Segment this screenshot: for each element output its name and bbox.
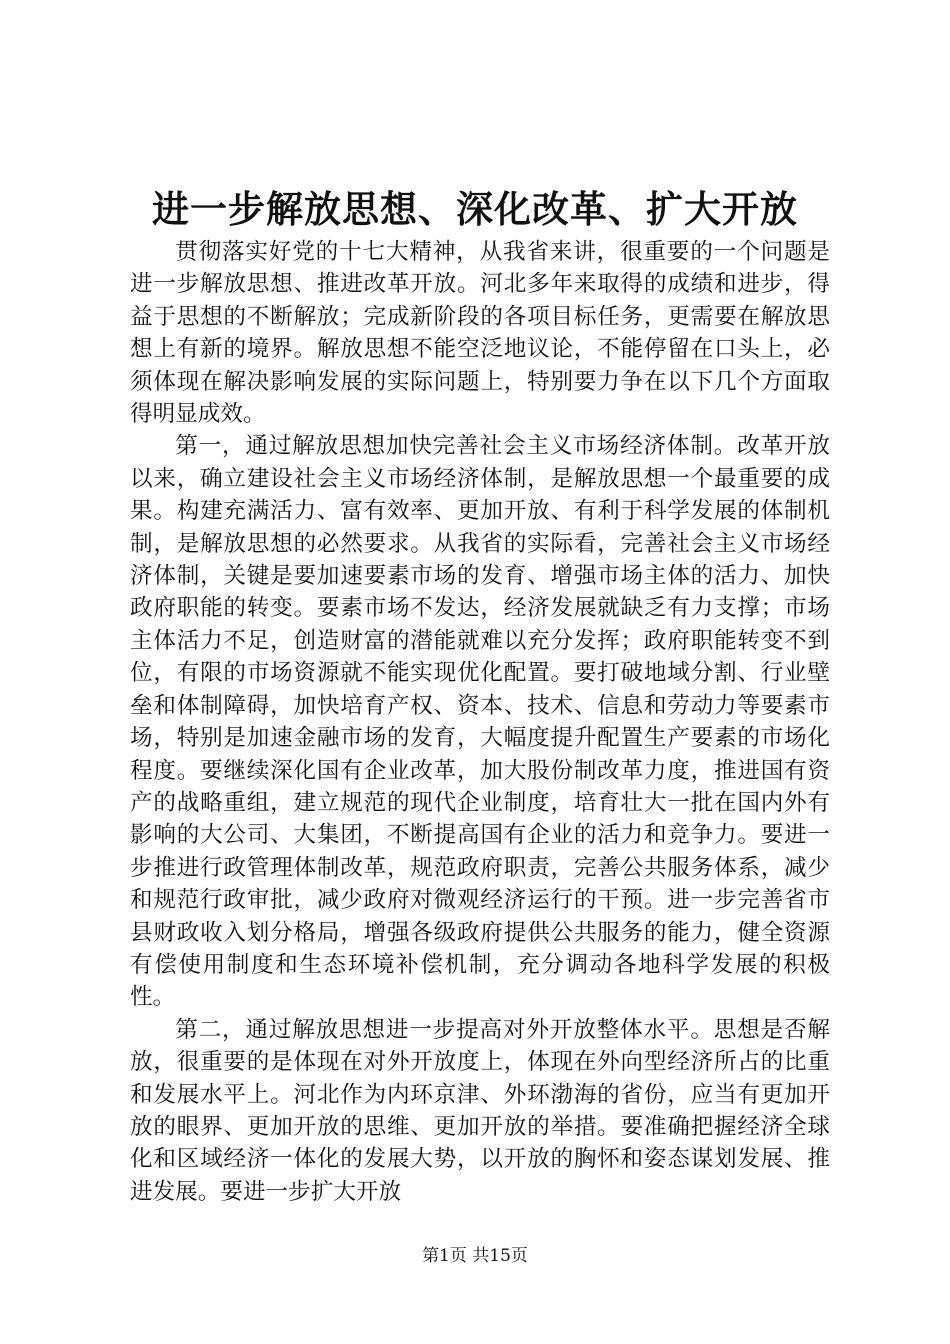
document-title: 进一步解放思想、深化改革、扩大开放 (152, 187, 798, 231)
paragraph-first-point: 第一，通过解放思想加快完善社会主义市场经济体制。改革开放以来，确立建设社会主义市场经济体制，是解放思想一个最重要的成果。构建充满活力、富有效率、更加开放、有利于科学发展的体制机制，是解放思想的必然要求。从我省的实际看，完善社会主义市场经济体制，关键是要加速要素市场的发育、增强市场主体的活力、加快政府职能的转变。要素市场不发达，经济发展就缺乏有力支撑；市场主体活力不足，创造财富的潜能就难以充分发挥；政府职能转变不到位，有限的市场资源就不能实现优化配置。要打破地域分割、行业壁垒和体制障碍，加快培育产权、资本、技术、信息和劳动力等要素市场，特别是加速金融市场的发育，大幅度提升配置生产要素的市场化程度。要继续深化国有企业改革，加大股份制改革力度，推进国有资产的战略重组，建立规范的现代企业制度，培育壮大一批在国内外有影响的大公司、大集团，不断提高国有企业的活力和竞争力。要进一步推进行政管理体制改革，规范政府职责，完善公共服务体系，减少和规范行政审批，减少政府对微观经济运行的干预。进一步完善省市县财政收入划分格局，增强各级政府提供公共服务的能力，健全资源有偿使用制度和生态环境补偿机制，充分调动各地科学发展的积极性。 (130, 433, 830, 1011)
page-footer: 第1页 共15页 (422, 1246, 528, 1266)
paragraph-intro: 贯彻落实好党的十七大精神，从我省来讲，很重要的一个问题是进一步解放思想、推进改革开放。河北多年来取得的成绩和进步，得益于思想的不断解放；完成新阶段的各项目标任务，更需要在解放思想上有新的境界。解放思想不能空泛地议论，不能停留在口头上，必须体现在解决影响发展的实际问题上，特别要力争在以下几个方面取得明显成效。 (130, 239, 830, 428)
document-body (130, 236, 830, 1208)
paragraph-second-point: 第二，通过解放思想进一步提高对外开放整体水平。思想是否解放，很重要的是体现在对外开放度上，体现在外向型经济所占的比重和发展水平上。河北作为内环京津、外环渤海的省份，应当有更加开放的眼界、更加开放的思维、更加开放的举措。要准确把握经济全球化和区域经济一体化的发展大势，以开放的胸怀和姿态谋划发展、推进发展。要进一步扩大开放 (130, 1016, 830, 1205)
